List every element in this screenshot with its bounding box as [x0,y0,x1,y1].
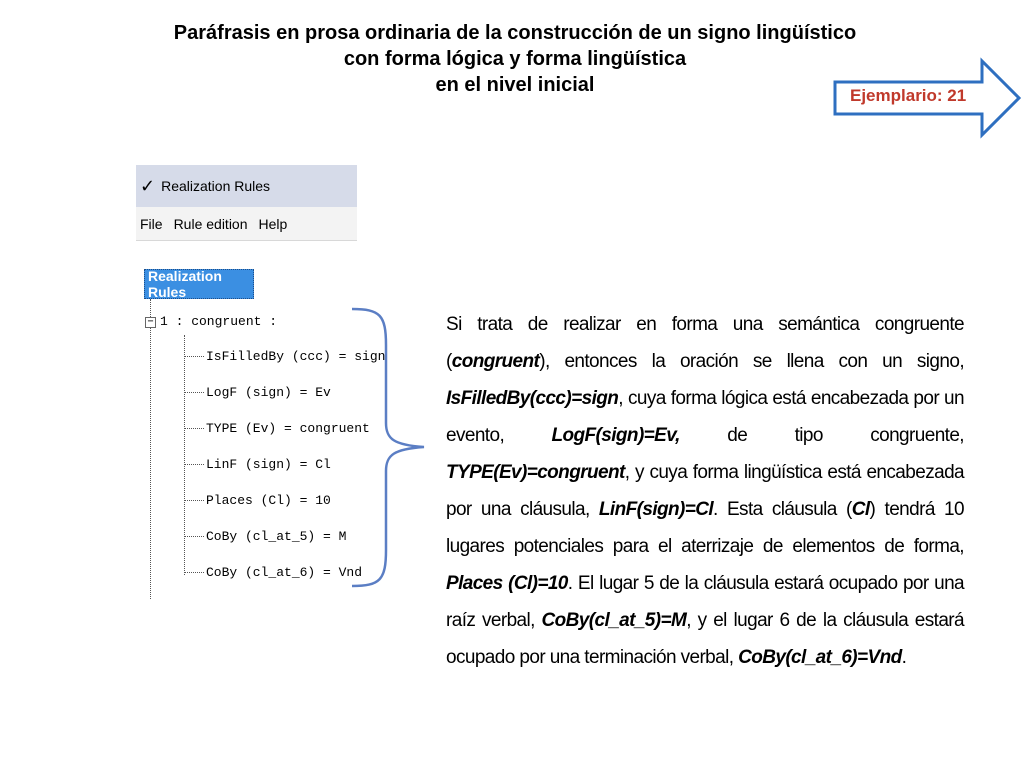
tree-child-row[interactable] [184,385,331,400]
menu-file[interactable]: File [140,215,163,232]
tree-child-label: TYPE (Ev) = congruent [206,421,370,436]
tree-child-label: Places (Cl) = 10 [206,493,331,508]
rule-reference: CoBy(cl_at_5)=M [541,610,687,631]
example-counter: Ejemplario: 21 [850,86,967,105]
menu-rule-edition[interactable]: Rule edition [173,215,248,232]
explanation-text: ), entonces la oración se llena con un signo, [539,351,964,372]
rule-reference: LogF(sign)=Ev, [551,425,680,446]
explanation-text: . El lugar 5 de la cláusula estará ocupado por una raíz verbal, [446,573,965,631]
tree-branch-line [184,392,204,393]
title-line-2: con forma lógica y forma lingüística [343,48,687,70]
tree-child-label: LinF (sign) = Cl [206,457,331,472]
tree-branch-line [184,536,204,537]
menu-bar [136,207,357,241]
rule-reference: congruent [451,351,540,372]
rule-reference: LinF(sign)=Cl [598,499,714,520]
explanation-text: . [901,647,907,668]
menu-help[interactable]: Help [258,215,288,232]
tree-branch-line [184,572,204,573]
tree-branch-line [184,428,204,429]
tree-branch-line [184,464,204,465]
tree-branch-line [184,356,204,357]
collapse-icon[interactable]: − [145,317,156,328]
tree-child-row[interactable] [184,565,362,580]
rule-reference: IsFilledBy(ccc)=sign [446,388,619,409]
explanation-text: . Esta cláusula ( [713,499,852,520]
tree-child-row[interactable] [184,457,331,472]
tree-child-label: CoBy (cl_at_5) = M [206,529,347,544]
rule-reference: Cl [851,499,870,520]
tree-child-label: IsFilledBy (ccc) = sign [206,349,386,364]
tree-node-rule-1[interactable]: 1 : congruent : [160,314,278,329]
rule-reference: Places (Cl)=10 [446,573,568,594]
window-titlebar [136,165,357,207]
tree-connector [150,299,151,599]
explanation-text: , y el lugar 6 de la cláusula estará ocupado por una terminación verbal, [446,610,964,668]
realization-rules-window [136,165,386,592]
rule-reference: CoBy(cl_at_6)=Vnd [738,647,902,668]
explanation-text: , y cuya forma lingüística está encabezada por una cláusula, [446,462,964,520]
check-mark-icon: ✓ [140,175,156,197]
tree-branch-line [184,500,204,501]
rule-reference: TYPE(Ev)=congruent [446,462,625,483]
explanation-text: de tipo congruente, [679,425,964,446]
tree-child-row[interactable] [184,421,370,436]
explanation-text: ) tendrá 10 lugares potenciales para el aterrizaje de elementos de forma, [446,499,964,557]
explanation-text: Si trata de realizar en forma una semántica congruente ( [446,314,964,372]
tree-child-label: CoBy (cl_at_6) = Vnd [206,565,363,580]
title-line-3: en el nivel inicial [435,74,595,96]
tree-child-label: LogF (sign) = Ev [206,385,331,400]
tree-root-node[interactable]: Realization Rules [144,269,254,299]
tree-child-row[interactable] [184,493,331,508]
title-line-1: Paráfrasis en prosa ordinaria de la construcción de un signo lingüístico [173,22,857,44]
explanation-text: , cuya forma lógica está encabezada por un evento, [446,388,964,446]
tree-child-row[interactable] [184,529,346,544]
window-title: Realization Rules [161,178,271,194]
curly-brace-icon [350,305,430,590]
explanation-paragraph [446,306,964,676]
